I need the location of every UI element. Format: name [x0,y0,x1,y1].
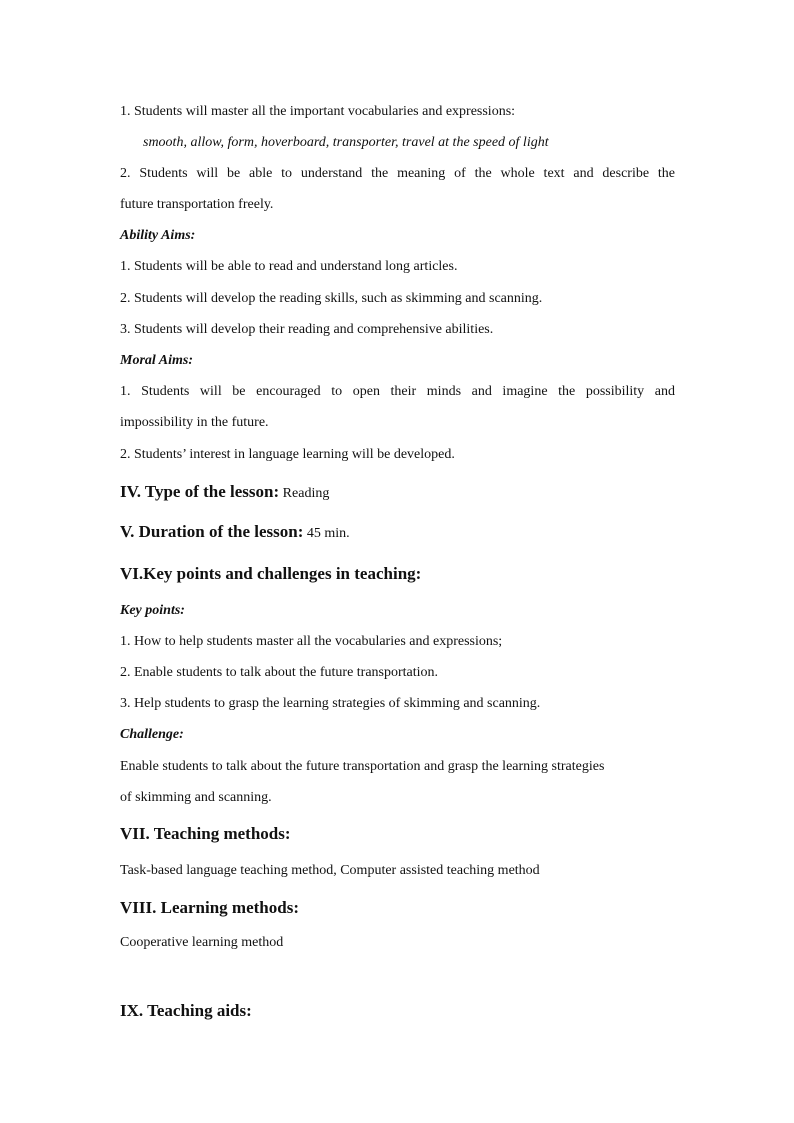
section-teaching-methods-title: VII. Teaching methods: [120,824,291,843]
moral-aim-1-line2: impossibility in the future. [120,415,269,430]
challenge-line1: Enable students to talk about the future transportation and grasp the learning strategies [120,759,605,774]
challenge-line2: of skimming and scanning. [120,790,272,805]
ability-aim-1: 1. Students will be able to read and understand long articles. [120,259,458,274]
teaching-methods-text: Task-based language teaching method, Computer assisted teaching method [120,863,540,878]
knowledge-aim-2-line2: future transportation freely. [120,197,274,212]
ability-aims-heading: Ability Aims: [120,228,196,243]
section-title: V. Duration of the lesson: [120,522,304,541]
ability-aim-3: 3. Students will develop their reading and comprehensive abilities. [120,322,494,337]
knowledge-aim-1: 1. Students will master all the important vocabularies and expressions: [120,104,516,119]
section-value: Reading [279,486,330,501]
challenge-heading: Challenge: [120,727,184,742]
section-title: IV. Type of the lesson: [120,482,280,501]
key-point-3: 3. Help students to grasp the learning strategies of skimming and scanning. [120,696,541,711]
section-key-points-title: VI.Key points and challenges in teaching: [120,564,422,583]
knowledge-aim-2-line1: 2. Students will be able to understand the meaning of the whole text and describe the [120,166,675,181]
section-learning-methods-title: VIII. Learning methods: [120,898,299,917]
key-points-heading: Key points: [120,603,185,618]
key-point-2: 2. Enable students to talk about the future transportation. [120,665,439,680]
moral-aim-1-line1: 1. Students will be encouraged to open their minds and imagine the possibility and [120,384,675,399]
learning-methods-text: Cooperative learning method [120,935,284,950]
vocabulary-list: smooth, allow, form, hoverboard, transporter, travel at the speed of light [143,135,549,150]
section-value: 45 min. [303,526,350,541]
section-type-of-lesson [120,481,329,505]
section-teaching-aids-title: IX. Teaching aids: [120,1001,252,1020]
section-duration [120,521,350,545]
key-point-1: 1. How to help students master all the vocabularies and expressions; [120,634,503,649]
ability-aim-2: 2. Students will develop the reading skills, such as skimming and scanning. [120,291,543,306]
moral-aim-2: 2. Students’ interest in language learning will be developed. [120,447,455,462]
moral-aims-heading: Moral Aims: [120,353,193,368]
